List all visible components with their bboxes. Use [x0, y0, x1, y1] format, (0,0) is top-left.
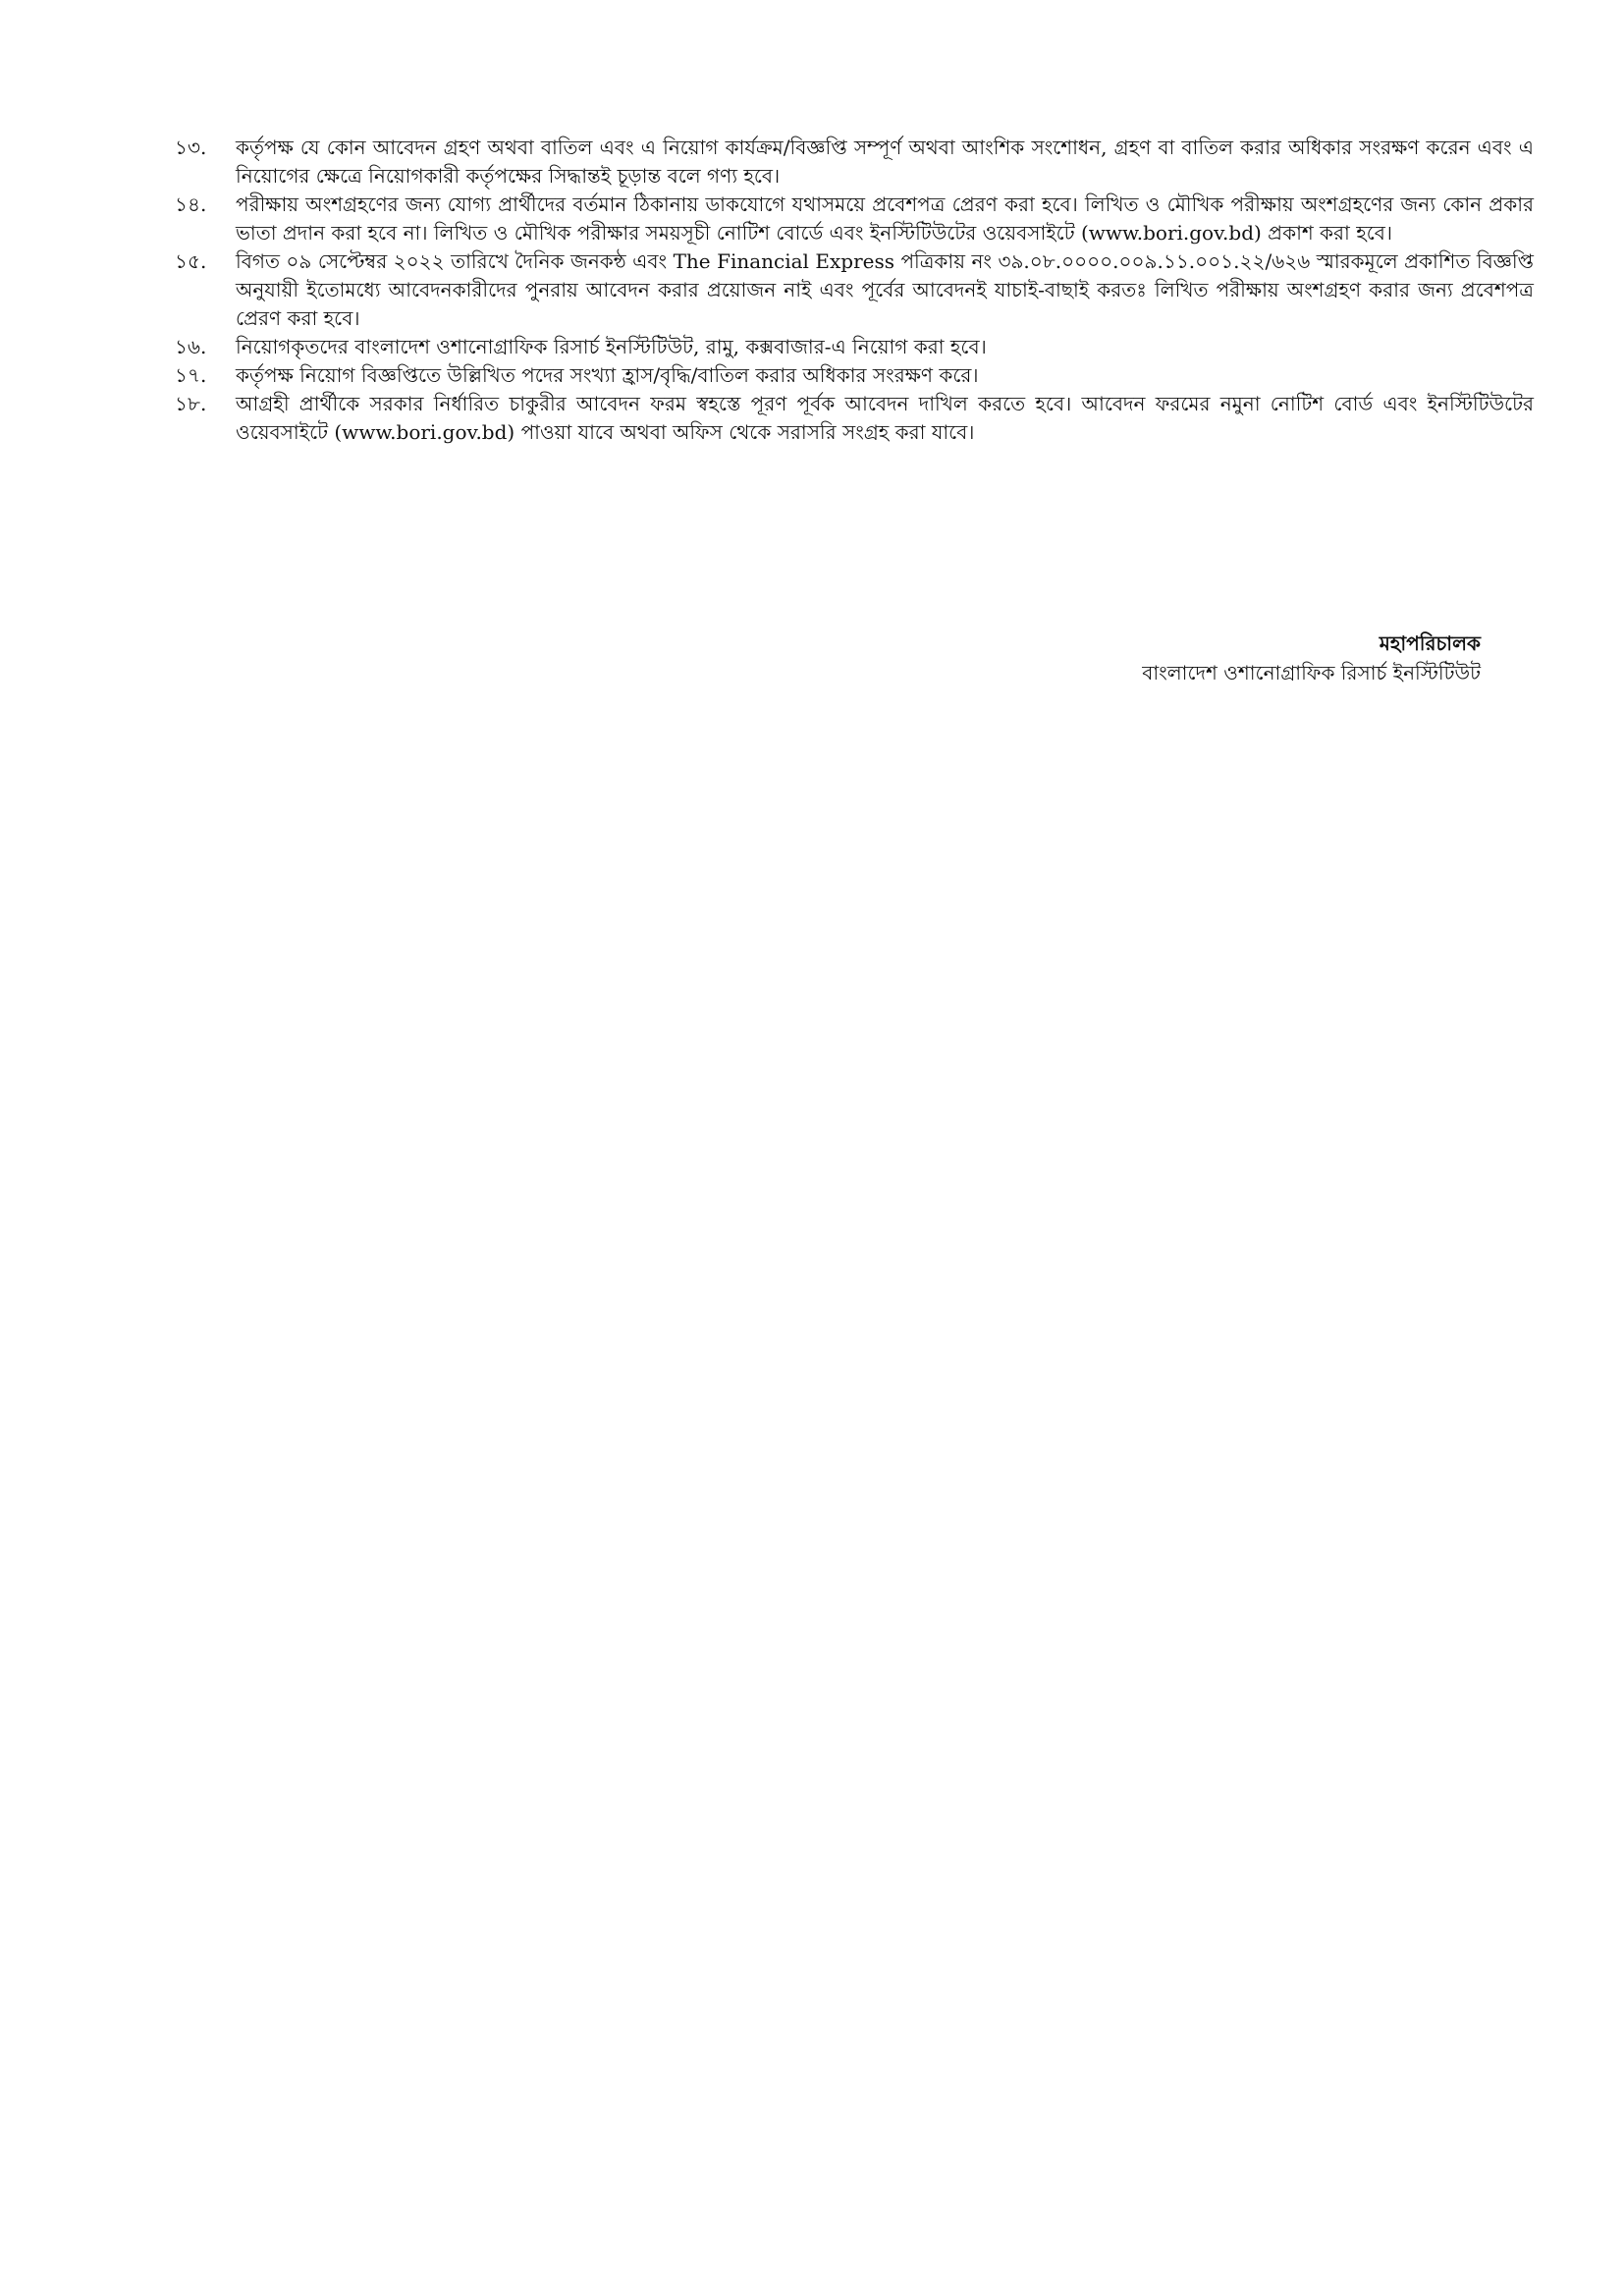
item-text: কর্তৃপক্ষ যে কোন আবেদন গ্রহণ অথবা বাতিল এবং এ নিয়োগ কার্যক্রম/বিজ্ঞপ্তি সম্পূর্ণ অথবা আংশিক সংশোধন, গ্রহণ বা বাতিল করার অধিকার সংরক্ষণ করেন এবং এ নিয়োগের ক্ষেত্রে নিয়োগকারী কর্তৃপক্ষের সিদ্ধান্তই চূড়ান্ত বলে গণ্য হবে। — [236, 136, 1534, 188]
item-text: নিয়োগকৃতদের বাংলাদেশ ওশানোগ্রাফিক রিসার্চ ইনস্টিটিউট, রামু, কক্সবাজার-এ নিয়োগ করা হবে। — [236, 335, 987, 358]
item-number: ১৭. — [175, 363, 207, 387]
item-number: ১৮. — [175, 392, 207, 415]
item-text: কর্তৃপক্ষ নিয়োগ বিজ্ঞপ্তিতে উল্লিখিত পদের সংখ্যা হ্রাস/বৃদ্ধি/বাতিল করার অধিকার সংরক্ষণ করে। — [236, 363, 979, 387]
item-text: আগ্রহী প্রার্থীকে সরকার নির্ধারিত চাকুরীর আবেদন ফরম স্বহস্তে পূরণ পূর্বক আবেদন দাখিল করতে হবে। আবেদন ফরমের নমুনা নোটিশ বোর্ড এবং ইনস্টিটিউটের ওয়েবসাইটে (www.bori.gov.bd) পাওয়া যাবে অথবা অফিস থেকে সরাসরি সংগ্রহ করা যাবে। — [236, 392, 1534, 444]
signatory-organization: বাংলাদেশ ওশানোগ্রাফিক রিসার্চ ইনস্টিটিউট — [1142, 661, 1481, 684]
list-item — [175, 390, 1534, 447]
list-item — [175, 247, 1534, 333]
list-item — [175, 333, 1534, 361]
item-number: ১৫. — [175, 249, 207, 273]
notice-conditions-list — [175, 134, 1534, 447]
item-number: ১৪. — [175, 192, 207, 216]
item-text: পরীক্ষায় অংশগ্রহণের জন্য যোগ্য প্রার্থীদের বর্তমান ঠিকানায় ডাকযোগে যথাসময়ে প্রবেশপত্র প্রেরণ করা হবে। লিখিত ও মৌখিক পরীক্ষায় অংশগ্রহণের জন্য কোন প্রকার ভাতা প্রদান করা হবে না। লিখিত ও মৌখিক পরীক্ষার সময়সূচী নোটিশ বোর্ডে এবং ইনস্টিটিউটের ওয়েবসাইটে (www.bori.gov.bd) প্রকাশ করা হবে। — [236, 192, 1534, 245]
signatory-title: মহাপরিচালক — [1379, 631, 1481, 655]
item-number: ১৬. — [175, 335, 207, 358]
item-text: বিগত ০৯ সেপ্টেম্বর ২০২২ তারিখে দৈনিক জনকন্ঠ এবং The Financial Express পত্রিকায় নং ৩৯.০৮.০০০০.০০৯.১১.০০১.২২/৬২৬ স্মারকমূলে প্রকাশিত বিজ্ঞপ্তি অনুযায়ী ইতোমধ্যে আবেদনকারীদের পুনরায় আবেদন করার প্রয়োজন নাই এবং পূর্বের আবেদনই যাচাই-বাছাই করতঃ লিখিত পরীক্ষায় অংশগ্রহণ করার জন্য প্রবেশপত্র প্রেরণ করা হবে। — [236, 249, 1534, 330]
list-item — [175, 134, 1534, 191]
list-item — [175, 191, 1534, 247]
list-item — [175, 361, 1534, 390]
item-number: ১৩. — [175, 136, 207, 159]
signature-block — [1142, 629, 1481, 687]
